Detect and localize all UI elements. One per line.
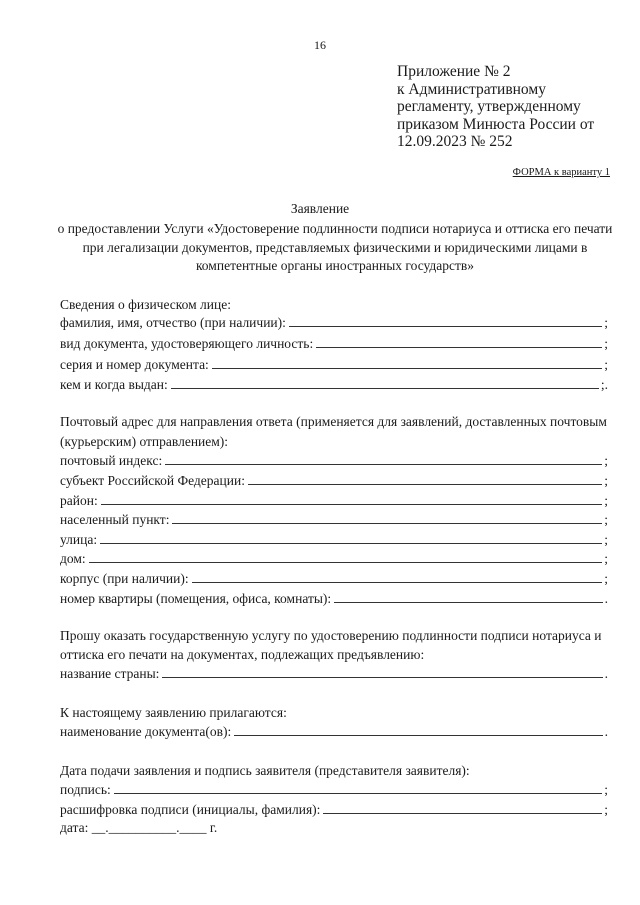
appendix-line: регламенту, утвержденному	[397, 98, 581, 115]
field-country-name[interactable]	[60, 664, 608, 682]
field-label: почтовый индекс:	[60, 453, 163, 468]
fill-line[interactable]	[234, 734, 602, 736]
field-end: ;	[604, 315, 608, 330]
field-district[interactable]	[60, 491, 608, 509]
field-end: ;	[604, 493, 608, 508]
document-title: Заявление	[290, 201, 350, 216]
field-signature-decoding[interactable]	[60, 800, 608, 818]
field-end: .	[604, 724, 608, 739]
field-label: субъект Российской Федерации:	[60, 473, 245, 488]
request-section-heading: Прошу оказать государственную услугу по удостоверению подлинности подписи нотариуса и	[60, 628, 602, 643]
fill-line[interactable]	[172, 522, 602, 524]
form-reference: ФОРМА к варианту 1	[512, 167, 610, 178]
fill-line[interactable]	[212, 367, 602, 369]
address-section-heading: Почтовый адрес для направления ответа (применяется для заявлений, доставленных почтовым	[60, 414, 607, 429]
field-end: ;.	[600, 377, 608, 392]
field-id-document-type[interactable]	[60, 334, 608, 352]
field-label: фамилия, имя, отчество (при наличии):	[60, 315, 286, 330]
page-number: 16	[314, 38, 326, 52]
field-end: ;	[604, 453, 608, 468]
field-issued-by[interactable]	[60, 375, 608, 393]
fill-line[interactable]	[101, 503, 603, 505]
field-label: серия и номер документа:	[60, 357, 209, 372]
field-end: ;	[604, 532, 608, 547]
field-locality[interactable]	[60, 510, 608, 528]
request-section-heading-cont: оттиска его печати на документах, подлежащих предъявлению:	[60, 647, 425, 662]
person-section-heading: Сведения о физическом лице:	[60, 297, 231, 312]
fill-line[interactable]	[248, 483, 602, 485]
field-end: ;	[604, 551, 608, 566]
field-document-series-number[interactable]	[60, 355, 608, 373]
field-end: ;	[604, 336, 608, 351]
fill-line[interactable]	[162, 676, 602, 678]
field-label: название страны:	[60, 666, 160, 681]
field-end: .	[604, 591, 608, 606]
field-full-name[interactable]	[60, 313, 608, 331]
field-label: расшифровка подписи (инициалы, фамилия):	[60, 802, 321, 817]
field-label: улица:	[60, 532, 98, 547]
attachments-section-heading: К настоящему заявлению прилагаются:	[60, 705, 287, 720]
field-label: кем и когда выдан:	[60, 377, 168, 392]
appendix-line: Приложение № 2	[397, 63, 511, 80]
field-street[interactable]	[60, 530, 608, 548]
fill-line[interactable]	[171, 387, 599, 389]
fill-line[interactable]	[334, 601, 602, 603]
fill-line[interactable]	[316, 346, 602, 348]
address-section-heading-cont: (курьерским) отправлением):	[60, 434, 229, 449]
field-apartment[interactable]	[60, 589, 608, 607]
signature-section-heading: Дата подачи заявления и подпись заявителя (представителя заявителя):	[60, 763, 470, 778]
field-federal-subject[interactable]	[60, 471, 608, 489]
field-end: ;	[604, 802, 608, 817]
field-building[interactable]	[60, 569, 608, 587]
fill-line[interactable]	[192, 581, 603, 583]
fill-line[interactable]	[114, 792, 602, 794]
field-end: ;	[604, 473, 608, 488]
field-document-names[interactable]	[60, 722, 608, 740]
field-label: номер квартиры (помещения, офиса, комнаты):	[60, 591, 332, 606]
fill-line[interactable]	[323, 812, 602, 814]
fill-line[interactable]	[289, 325, 602, 327]
field-signature[interactable]	[60, 780, 608, 798]
field-label: населенный пункт:	[60, 512, 170, 527]
field-label: корпус (при наличии):	[60, 571, 189, 586]
field-label: наименование документа(ов):	[60, 724, 232, 739]
appendix-line: 12.09.2023 № 252	[397, 133, 513, 150]
field-label: дом:	[60, 551, 86, 566]
field-end: ;	[604, 357, 608, 372]
appendix-block	[397, 63, 627, 151]
document-subtitle: о предоставлении Услуги «Удостоверение подлинности подписи нотариуса и оттиска его печати при легализации документов, представляемых физическими и юридическими лицами в компетентные органы иностранных государств»	[57, 221, 613, 273]
fill-line[interactable]	[89, 561, 603, 563]
field-end: ;	[604, 571, 608, 586]
field-label: подпись:	[60, 782, 111, 797]
field-end: ;	[604, 782, 608, 797]
field-end: .	[604, 666, 608, 681]
fill-line[interactable]	[100, 542, 602, 544]
field-postal-index[interactable]	[60, 451, 608, 469]
field-label: район:	[60, 493, 98, 508]
appendix-line: к Административному	[397, 80, 546, 98]
field-label: вид документа, удостоверяющего личность:	[60, 336, 314, 351]
field-end: ;	[604, 512, 608, 527]
field-date[interactable]: дата: __.__________.____ г.	[60, 820, 218, 835]
appendix-line: приказом Минюста России от	[397, 115, 595, 133]
field-house[interactable]	[60, 549, 608, 567]
fill-line[interactable]	[165, 463, 602, 465]
